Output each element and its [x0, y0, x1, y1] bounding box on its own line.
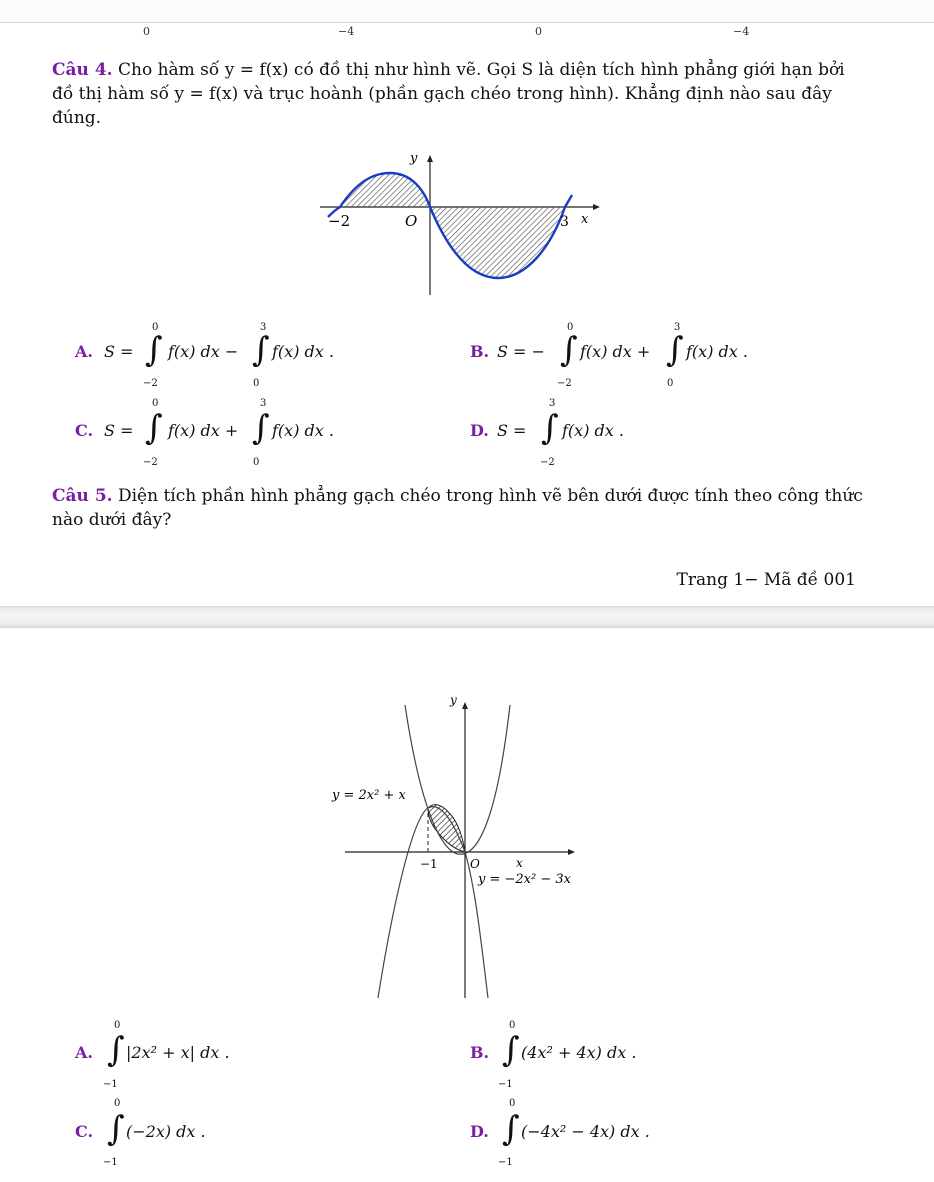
q4-option-a-body2: f(x) dx . [272, 342, 334, 361]
q5-option-a-label: A. [75, 1043, 93, 1062]
q4-option-b-body1: f(x) dx + [580, 342, 651, 361]
x-axis-arrow [568, 849, 575, 855]
q4-option-a-upper1: 0 [152, 322, 159, 333]
q4-option-a-body1: f(x) dx − [168, 342, 239, 361]
integral-sign: ∫ [666, 330, 684, 370]
page-edge [0, 22, 934, 23]
q4-option-c-prefix: S = [104, 421, 134, 440]
header-limit-2: −4 [338, 25, 355, 38]
q4-option-a-prefix: S = [104, 342, 134, 361]
q5-option-c-body: (−2x) dx . [126, 1122, 206, 1141]
q5-option-a-lower: −1 [103, 1079, 118, 1090]
q4-option-d-lower1: −2 [540, 457, 555, 468]
integral-sign: ∫ [107, 1030, 125, 1070]
previous-page-tail [0, 0, 934, 22]
q4-x-label: x [581, 212, 589, 227]
q4-line3: đúng. [52, 108, 102, 128]
shaded-region [428, 805, 465, 852]
q5-option-d-upper: 0 [509, 1098, 516, 1109]
q4-y-label: y [410, 151, 418, 166]
q4-label: Câu 4. [52, 60, 113, 80]
q5-x-label: x [516, 856, 523, 870]
q5-curve1-label: y = 2x² + x [332, 788, 406, 803]
q4-option-b-lower1: −2 [557, 378, 572, 389]
q4-line2: đồ thị hàm số y = f(x) và trục hoành (phần gạch chéo trong hình). Khẳng định nào sau đây [52, 84, 832, 104]
q4-option-d-upper1: 3 [549, 398, 556, 409]
y-axis-arrow [427, 155, 433, 162]
integral-sign: ∫ [252, 330, 270, 370]
q4-option-c-lower1: −2 [143, 457, 158, 468]
q5-curve2-label: y = −2x² − 3x [478, 872, 571, 887]
q5-option-d-body: (−4x² − 4x) dx . [521, 1122, 650, 1141]
q4-option-d-body1: f(x) dx . [562, 421, 624, 440]
q4-line1 [52, 58, 845, 82]
q4-option-c-body2: f(x) dx . [272, 421, 334, 440]
q5-option-b-lower: −1 [498, 1079, 513, 1090]
page-footer: Trang 1− Mã đề 001 [676, 570, 856, 590]
q5-line1 [52, 484, 863, 508]
header-limit-3: 0 [535, 25, 542, 38]
q5-origin-label: O [470, 857, 480, 871]
q5-option-a-upper: 0 [114, 1020, 121, 1031]
q4-option-d-label: D. [470, 421, 489, 440]
q4-option-b-upper2: 3 [674, 322, 681, 333]
integral-sign: ∫ [107, 1109, 125, 1149]
q5-line2: nào dưới đây? [52, 510, 172, 530]
q4-option-a-label: A. [75, 342, 93, 361]
x-axis-arrow [593, 204, 600, 210]
page-gap [0, 606, 934, 628]
q4-neg-label: −2 [328, 212, 351, 230]
integral-sign: ∫ [560, 330, 578, 370]
q5-neg-label: −1 [420, 857, 438, 871]
q4-option-b-label: B. [470, 342, 490, 361]
q4-option-c-label: C. [75, 421, 94, 440]
q4-option-c-upper2: 3 [260, 398, 267, 409]
q5-option-c-upper: 0 [114, 1098, 121, 1109]
y-axis-arrow [462, 702, 468, 709]
q5-option-c-label: C. [75, 1122, 94, 1141]
q5-option-b-label: B. [470, 1043, 490, 1062]
q4-option-c-lower2: 0 [253, 457, 260, 468]
q4-option-d-prefix: S = [497, 421, 527, 440]
q5-option-d-label: D. [470, 1122, 489, 1141]
header-limit-4: −4 [733, 25, 750, 38]
q4-option-a-upper2: 3 [260, 322, 267, 333]
q5-y-label: y [450, 693, 457, 707]
integral-sign: ∫ [502, 1030, 520, 1070]
q5-option-b-upper: 0 [509, 1020, 516, 1031]
integral-sign: ∫ [502, 1109, 520, 1149]
q4-option-b-lower2: 0 [667, 378, 674, 389]
q5-option-c-lower: −1 [103, 1157, 118, 1168]
q4-option-c-body1: f(x) dx + [168, 421, 239, 440]
q4-option-b-body2: f(x) dx . [686, 342, 748, 361]
q5-label: Câu 5. [52, 486, 113, 506]
integral-sign: ∫ [252, 408, 270, 448]
q4-graph [310, 140, 610, 300]
q4-pos-label: 3 [560, 214, 569, 230]
q5-option-d-lower: −1 [498, 1157, 513, 1168]
integral-sign: ∫ [541, 408, 559, 448]
integral-sign: ∫ [145, 408, 163, 448]
shaded-region-right [430, 207, 565, 278]
q5-text-1: Diện tích phần hình phẳng gạch chéo trong hình vẽ bên dưới được tính theo công thức [112, 486, 863, 506]
q4-option-c-upper1: 0 [152, 398, 159, 409]
q5-option-b-body: (4x² + 4x) dx . [521, 1043, 637, 1062]
q4-option-a-lower2: 0 [253, 378, 260, 389]
q4-origin-label: O [405, 212, 418, 230]
curve-parabola-down [378, 807, 488, 998]
q4-option-a-lower1: −2 [143, 378, 158, 389]
q5-option-a-body: |2x² + x| dx . [126, 1043, 230, 1062]
q4-option-b-upper1: 0 [567, 322, 574, 333]
q4-text-1: Cho hàm số y = f(x) có đồ thị như hình vẽ. Gọi S là diện tích hình phẳng giới hạn bởi [112, 60, 845, 80]
q5-graph [330, 690, 600, 1010]
integral-sign: ∫ [145, 330, 163, 370]
q4-option-b-prefix: S = − [497, 342, 545, 361]
header-limit-1: 0 [143, 25, 150, 38]
